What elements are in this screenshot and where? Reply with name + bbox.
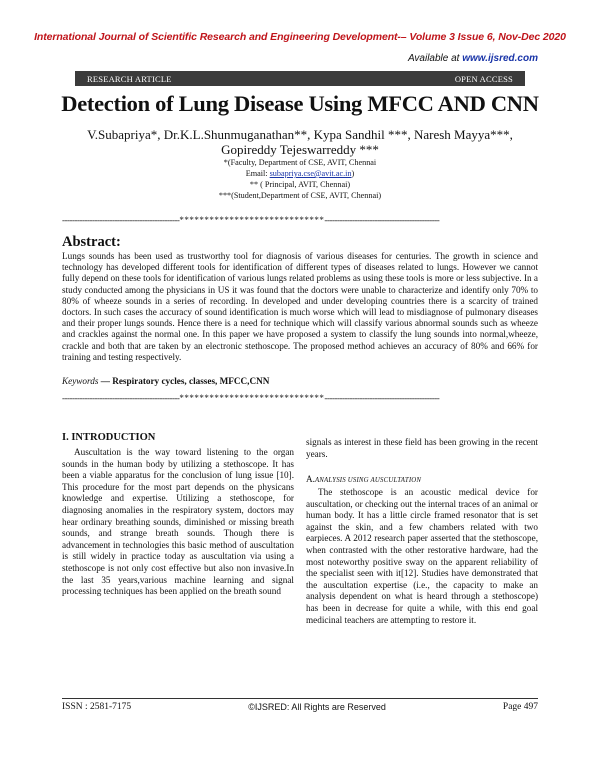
intro-paragraph-1: Auscultation is the way toward listening to the organ sounds in the human body by utilizing a stethoscope. It has been a viable apparatus for the conclusion of lung issue [10]. This procedure for the most part depends on the physicans knowledge and expertise. Utilizing a stethoscope, for diagnosing anomalies in the respiratory system, doctors may hear ordinary breathing sounds, diminished or missing breath sounds, and strange breath sounds. Though there is advancement in technologies this basic method of auscultation is still widely in practice today as auscultation via using a stethoscope is not only cost effective but also non invasive.In the last 35 years,various machine learning and signal processing techniques has been applied on the breath sound	[62, 447, 294, 597]
auscultation-paragraph: The stethoscope is an acoustic medical device for auscultation, or checking out the internal traces of an animal or human body. It has a little circle framed resonator that is set against the skin, and a few chambers related with two earpieces. A 2012 research paper asserted that the stethoscope, when contrasted with the other restorative hardware, had the most noteworthy positive sway on the apparent reliability of the specialist seen with it[12]. Studies have demonstrated that the auscultation expertise (i.e., the capacity to make an analysis dependent on what is heard through a stethoscope) has been in decrease for quite a while, with this end goal medicinal teachers are attempting to restore it.	[306, 487, 538, 625]
intro-paragraph-1-continued: signals as interest in these field has been growing in the recent years.	[306, 437, 538, 459]
right-column-lower	[306, 487, 538, 626]
paper-title: Detection of Lung Disease Using MFCC AND CNN	[61, 91, 539, 116]
separator-dashes-right: ----------------------------------------------	[324, 393, 440, 403]
article-type: RESEARCH ARTICLE	[87, 73, 172, 84]
keywords-values: Respiratory cycles, classes, MFCC,CNN	[112, 376, 270, 386]
keywords-line	[62, 376, 269, 386]
page-number: Page 497	[502, 702, 538, 712]
affiliation-student: ***(Student,Department of CSE, AVIT, Chennai)	[218, 191, 382, 200]
keywords-label: Keywords	[62, 376, 99, 386]
keywords-dash: —	[98, 376, 113, 386]
right-column	[306, 437, 538, 460]
section-heading-introduction: I. INTRODUCTION	[62, 432, 156, 443]
separator-stars: *****************************	[179, 215, 325, 225]
abstract-text: Lungs sounds has been used as trustworthy tool for diagnosis of various diseases for centuries. The growth in science and technology has developed different tools for identification of different types of diseases related to lungs. However we cannot fully depend on these tools for identification of various lungs related problems as using these tools is more or less subjective. In a study conducted among the physicians in US it was found that the doctors were unable to characterize and identify only 70% to 80% of wheeze sounds in a series of recording. In developed and under developing countries there is a scarcity of trained doctors. In such cases the accuracy of sound identification is much worse which will lead to misdiagnose of pulmonary diseases and their proper lungs sounds. Hence there is a need for technique which will classify various abnormal sounds such as wheeze and crackles against the normal one. In this paper we have proposed a system to classify the lung sounds into normal,wheeze, crackle and both that are taken by an electronic stethoscope. The proposed method achieves an accuracy of 80% and 66% for training and testing respectively.	[62, 251, 538, 362]
page-footer	[62, 702, 538, 712]
authors-line-2: Gopireddy Tejeswarreddy ***	[221, 142, 379, 157]
available-prefix: Available at	[407, 53, 463, 64]
affiliations	[60, 157, 540, 201]
subsection-letter: A.	[306, 474, 315, 484]
email-suffix: )	[351, 169, 355, 178]
separator-dashes-left: -----------------------------------------------	[62, 393, 180, 403]
author-email-link[interactable]: subapriya.cse@avit.ac.in	[269, 169, 352, 178]
affiliation-faculty: *(Faculty, Department of CSE, AVIT, Chennai	[223, 158, 377, 167]
issn: ISSN : 2581-7175	[62, 702, 132, 712]
authors-line-1: V.Subapriya*, Dr.K.L.Shunmuganathan**, Kypa Sandhil ***, Naresh Mayya***,	[87, 127, 513, 142]
journal-header: International Journal of Scientific Research and Engineering Development-– Volume 3 Issue 6, Nov-Dec 2020	[34, 31, 566, 43]
affiliation-principal: ** ( Principal, AVIT, Chennai)	[249, 180, 351, 189]
email-line	[60, 168, 540, 179]
article-type-bar	[75, 71, 525, 86]
separator-dashes-left: -----------------------------------------------	[62, 215, 180, 225]
separator-stars: *****************************	[179, 393, 325, 403]
availability-line	[408, 53, 538, 64]
left-column	[62, 447, 294, 598]
separator-bottom	[62, 392, 538, 404]
journal-url-link[interactable]: www.ijsred.com	[462, 53, 538, 64]
author-list	[60, 127, 540, 157]
subsection-heading	[306, 474, 421, 484]
separator-top	[62, 214, 538, 226]
subsection-title: ANALYSIS USING AUSCULTATION	[314, 477, 422, 484]
access-label: OPEN ACCESS	[454, 73, 513, 84]
abstract-heading: Abstract:	[62, 234, 121, 250]
copyright: ©IJSRED: All Rights are Reserved	[248, 702, 386, 712]
footer-rule	[62, 698, 538, 699]
email-prefix: Email:	[245, 169, 270, 178]
separator-dashes-right: ----------------------------------------------	[324, 215, 440, 225]
